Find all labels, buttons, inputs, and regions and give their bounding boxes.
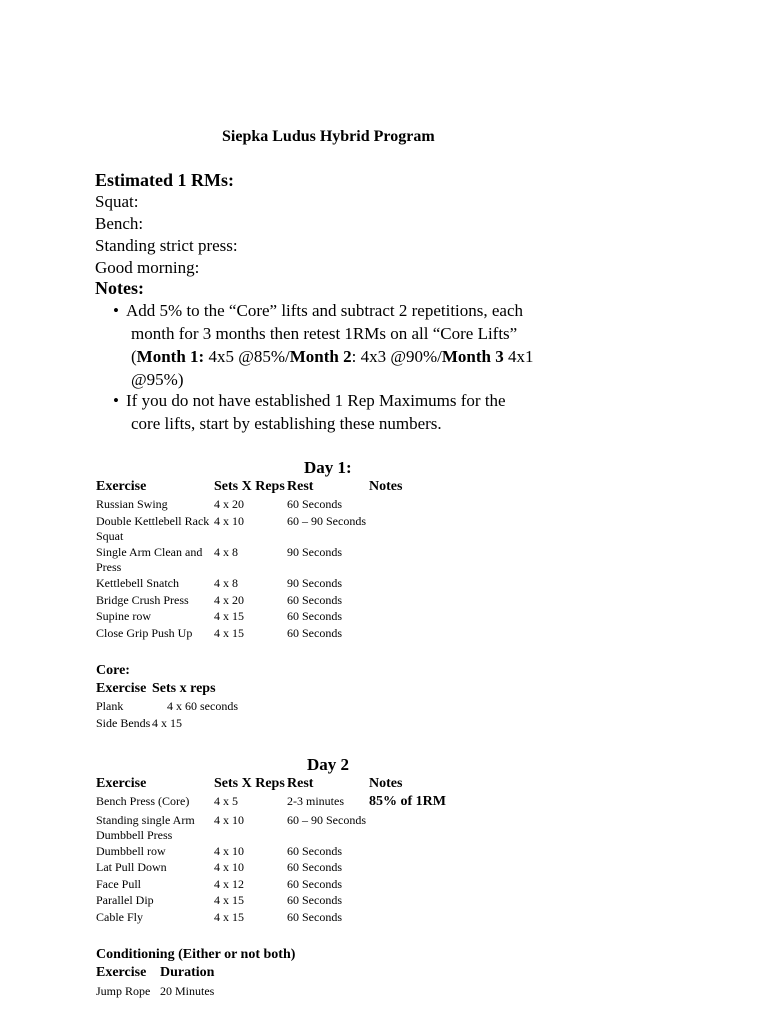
table-row: Double Kettlebell Rack Squat bbox=[96, 514, 210, 543]
table-cell-sets: 4 x 15 bbox=[214, 893, 244, 907]
table-cell-sets: 4 x 12 bbox=[214, 877, 244, 891]
table-cell-sets: 4 x 8 bbox=[214, 576, 238, 590]
day2-header-exercise: Exercise bbox=[96, 776, 147, 791]
day2-header-sets: Sets X Reps bbox=[214, 776, 285, 791]
conditioning-header-exercise: Exercise bbox=[96, 965, 147, 980]
table-cell-rest: 60 Seconds bbox=[287, 609, 342, 623]
notes-heading: Notes: bbox=[95, 278, 144, 298]
list-item-sets: 4 x 15 bbox=[152, 716, 182, 730]
list-item: Side Bends bbox=[96, 716, 151, 730]
table-cell-sets: 4 x 5 bbox=[214, 794, 238, 808]
table-cell-rest: 60 Seconds bbox=[287, 877, 342, 891]
table-row: Lat Pull Down bbox=[96, 860, 167, 874]
table-cell-rest: 90 Seconds bbox=[287, 576, 342, 590]
day1-title: Day 1: bbox=[304, 458, 352, 477]
conditioning-header-duration: Duration bbox=[160, 965, 215, 980]
table-cell-sets: 4 x 15 bbox=[214, 910, 244, 924]
table-row: Parallel Dip bbox=[96, 893, 154, 907]
day2-header-notes: Notes bbox=[369, 776, 403, 791]
rm-bench: Bench: bbox=[95, 214, 144, 233]
conditioning-heading: Conditioning (Either or not both) bbox=[96, 947, 296, 962]
table-cell-rest: 60 Seconds bbox=[287, 497, 342, 511]
table-row: Dumbbell row bbox=[96, 844, 166, 858]
table-cell-sets: 4 x 20 bbox=[214, 497, 244, 511]
page-title: Siepka Ludus Hybrid Program bbox=[222, 128, 435, 145]
table-cell-rest: 60 Seconds bbox=[287, 844, 342, 858]
bullet-icon: • bbox=[113, 391, 119, 410]
list-item: Plank bbox=[96, 699, 124, 713]
table-cell-rest: 2-3 minutes bbox=[287, 794, 344, 808]
day1-header-sets: Sets X Reps bbox=[214, 479, 285, 494]
day1-header-notes: Notes bbox=[369, 479, 403, 494]
table-row: Bench Press (Core) bbox=[96, 794, 190, 808]
table-cell-rest: 60 Seconds bbox=[287, 593, 342, 607]
list-item-duration: 20 Minutes bbox=[160, 984, 215, 998]
table-cell-rest: 60 – 90 Seconds bbox=[287, 813, 366, 827]
table-row: Supine row bbox=[96, 609, 151, 623]
core-heading: Core: bbox=[96, 663, 130, 678]
table-cell-sets: 4 x 10 bbox=[214, 514, 244, 528]
table-cell-sets: 4 x 15 bbox=[214, 609, 244, 623]
table-row: Kettlebell Snatch bbox=[96, 576, 179, 590]
rm-strict-press: Standing strict press: bbox=[95, 236, 238, 255]
table-row: Bridge Crush Press bbox=[96, 593, 189, 607]
rm-good-morning: Good morning: bbox=[95, 258, 200, 277]
table-cell-rest: 90 Seconds bbox=[287, 545, 342, 559]
table-row: Face Pull bbox=[96, 877, 141, 891]
table-row: Cable Fly bbox=[96, 910, 143, 924]
day1-header-rest: Rest bbox=[287, 479, 314, 494]
note-bullet-1: • Add 5% to the “Core” lifts and subtract 2 repetitions, each month for 3 months then retest 1RMs on all “Core Lifts” (Month 1: 4x5 @85%/Month 2: 4x3 @90%/Month 3 4x1 @95%) bbox=[113, 301, 534, 389]
list-item: Jump Rope bbox=[96, 984, 151, 998]
bullet-icon: • bbox=[113, 301, 119, 320]
estimated-rm-heading: Estimated 1 RMs: bbox=[95, 170, 234, 190]
table-row: Single Arm Clean and Press bbox=[96, 545, 203, 574]
table-row: Russian Swing bbox=[96, 497, 168, 511]
table-row: Standing single Arm Dumbbell Press bbox=[96, 813, 195, 842]
table-cell-sets: 4 x 20 bbox=[214, 593, 244, 607]
note-bullet-2: • If you do not have established 1 Rep Maximums for the core lifts, start by establishing these numbers. bbox=[113, 391, 506, 433]
table-cell-rest: 60 Seconds bbox=[287, 910, 342, 924]
table-cell-sets: 4 x 10 bbox=[214, 844, 244, 858]
day2-title: Day 2 bbox=[307, 755, 350, 774]
table-cell-sets: 4 x 10 bbox=[214, 813, 244, 827]
table-cell-sets: 4 x 10 bbox=[214, 860, 244, 874]
table-cell-rest: 60 Seconds bbox=[287, 893, 342, 907]
list-item-sets: 4 x 60 seconds bbox=[167, 699, 238, 713]
table-row: Close Grip Push Up bbox=[96, 626, 193, 640]
table-cell-notes: 85% of 1RM bbox=[369, 794, 446, 809]
rm-squat: Squat: bbox=[95, 192, 139, 211]
table-cell-sets: 4 x 8 bbox=[214, 545, 238, 559]
day2-header-rest: Rest bbox=[287, 776, 314, 791]
table-cell-sets: 4 x 15 bbox=[214, 626, 244, 640]
table-cell-rest: 60 Seconds bbox=[287, 626, 342, 640]
day1-header-exercise: Exercise bbox=[96, 479, 147, 494]
core-header-sets: Sets x reps bbox=[152, 681, 216, 696]
table-cell-rest: 60 Seconds bbox=[287, 860, 342, 874]
core-header-exercise: Exercise bbox=[96, 681, 147, 696]
table-cell-rest: 60 – 90 Seconds bbox=[287, 514, 366, 528]
